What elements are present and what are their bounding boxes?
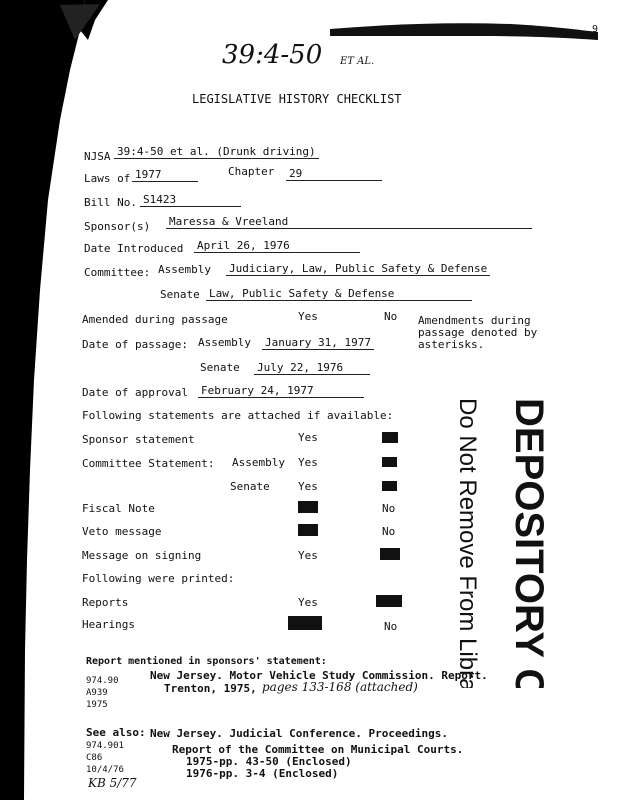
redaction-mark bbox=[382, 457, 397, 467]
veto-message-no: No bbox=[382, 525, 396, 538]
hearings-no: No bbox=[384, 620, 398, 633]
report-label: Report mentioned in sponsors' statement: bbox=[86, 656, 327, 667]
see-also-initials: KB 5/77 bbox=[88, 776, 137, 790]
chapter-label: Chapter bbox=[228, 165, 275, 178]
passage-senate-label: Senate bbox=[200, 361, 240, 374]
page-title: LEGISLATIVE HISTORY CHECKLIST bbox=[192, 92, 402, 106]
chapter-value: 29 bbox=[286, 167, 382, 181]
reports-label: Reports bbox=[82, 596, 129, 609]
see-also-line-4: 1976-pp. 3-4 (Enclosed) bbox=[186, 767, 339, 780]
reports-yes: Yes bbox=[298, 596, 318, 609]
date-introduced-label: Date Introduced bbox=[84, 242, 184, 255]
statements-header: Following statements are attached if available: bbox=[82, 409, 394, 422]
sponsor-value: Maressa & Vreeland bbox=[166, 215, 532, 229]
report-handwritten-pages: pages 133-168 (attached) bbox=[262, 680, 418, 694]
see-also-call-3: 10/4/76 bbox=[86, 765, 124, 775]
sponsor-statement-label: Sponsor statement bbox=[82, 433, 195, 446]
see-also-call-1: 974.901 bbox=[86, 741, 124, 751]
report-line-2: Trenton, 1975, bbox=[164, 682, 257, 695]
laws-label: Laws of bbox=[84, 172, 131, 185]
stamp-graphic bbox=[438, 398, 588, 688]
passage-assembly-value: January 31, 1977 bbox=[262, 336, 374, 350]
amended-no: No bbox=[384, 310, 398, 323]
redaction-mark bbox=[382, 481, 397, 491]
redaction-mark bbox=[376, 595, 402, 607]
approval-value: February 24, 1977 bbox=[198, 384, 364, 398]
redaction-mark bbox=[380, 548, 400, 560]
sponsor-label: Sponsor(s) bbox=[84, 220, 151, 233]
amend-note-1: Amendments during bbox=[418, 314, 531, 327]
amend-note-3: asterisks. bbox=[418, 338, 485, 351]
handwritten-suffix: ET AL. bbox=[340, 56, 375, 67]
report-call-2: A939 bbox=[86, 688, 108, 698]
amended-label: Amended during passage bbox=[82, 313, 228, 326]
njsa-label: NJSA bbox=[84, 150, 111, 163]
report-line-1: New Jersey. Motor Vehicle Study Commission. Report. bbox=[150, 669, 488, 682]
stamp-line-2: Do Not Remove From Library bbox=[454, 398, 481, 688]
sponsor-statement-yes: Yes bbox=[298, 431, 318, 444]
message-signing-yes: Yes bbox=[298, 549, 318, 562]
amended-yes: Yes bbox=[298, 310, 318, 323]
passage-assembly-label: Assembly bbox=[198, 336, 251, 349]
fiscal-note-label: Fiscal Note bbox=[82, 502, 155, 515]
approval-label: Date of approval bbox=[82, 386, 188, 399]
redaction-mark bbox=[288, 616, 322, 630]
committee-statement-senate: Senate bbox=[230, 480, 270, 493]
committee-assembly-value: Judiciary, Law, Public Safety & Defense bbox=[226, 262, 490, 276]
see-also-line-2: Report of the Committee on Municipal Courts. bbox=[172, 743, 464, 756]
committee-assembly-yes: Yes bbox=[298, 456, 318, 469]
report-call-1: 974.90 bbox=[86, 676, 119, 686]
veto-message-label: Veto message bbox=[82, 525, 162, 538]
committee-assembly-label: Assembly bbox=[158, 263, 211, 276]
date-introduced-value: April 26, 1976 bbox=[194, 239, 360, 253]
corner-mark: 9 bbox=[592, 24, 599, 35]
redaction-mark bbox=[298, 524, 318, 536]
see-also-line-3: 1975-pp. 43-50 (Enclosed) bbox=[186, 755, 352, 768]
stamp-line-1: DEPOSITORY COPY bbox=[507, 398, 551, 688]
redaction-mark bbox=[382, 432, 398, 443]
see-also-label: See also: bbox=[86, 726, 146, 739]
committee-senate-label: Senate bbox=[160, 288, 200, 301]
depository-stamp bbox=[438, 398, 588, 688]
bill-label: Bill No. bbox=[84, 196, 137, 209]
message-signing-label: Message on signing bbox=[82, 549, 202, 562]
committee-senate-value: Law, Public Safety & Defense bbox=[206, 287, 472, 301]
printed-header: Following were printed: bbox=[82, 572, 235, 585]
hearings-label: Hearings bbox=[82, 618, 135, 631]
committee-senate-yes: Yes bbox=[298, 480, 318, 493]
see-also-call-2: C86 bbox=[86, 753, 103, 763]
njsa-value: 39:4-50 et al. (Drunk driving) bbox=[114, 145, 319, 159]
passage-label: Date of passage: bbox=[82, 338, 188, 351]
passage-senate-value: July 22, 1976 bbox=[254, 361, 370, 375]
handwritten-ref: 39:4-50 bbox=[222, 40, 323, 70]
laws-value: 1977 bbox=[132, 168, 198, 182]
committee-statement-label: Committee Statement: bbox=[82, 457, 215, 470]
committee-statement-assembly: Assembly bbox=[232, 456, 285, 469]
see-also-line-1: New Jersey. Judicial Conference. Proceedings. bbox=[150, 727, 449, 740]
scan-top-streak bbox=[330, 14, 623, 44]
redaction-mark bbox=[298, 501, 318, 513]
committee-label: Committee: bbox=[84, 266, 151, 279]
amend-note-2: passage denoted by bbox=[418, 326, 538, 339]
bill-value: S1423 bbox=[140, 193, 241, 207]
report-call-3: 1975 bbox=[86, 700, 108, 710]
fiscal-note-no: No bbox=[382, 502, 396, 515]
